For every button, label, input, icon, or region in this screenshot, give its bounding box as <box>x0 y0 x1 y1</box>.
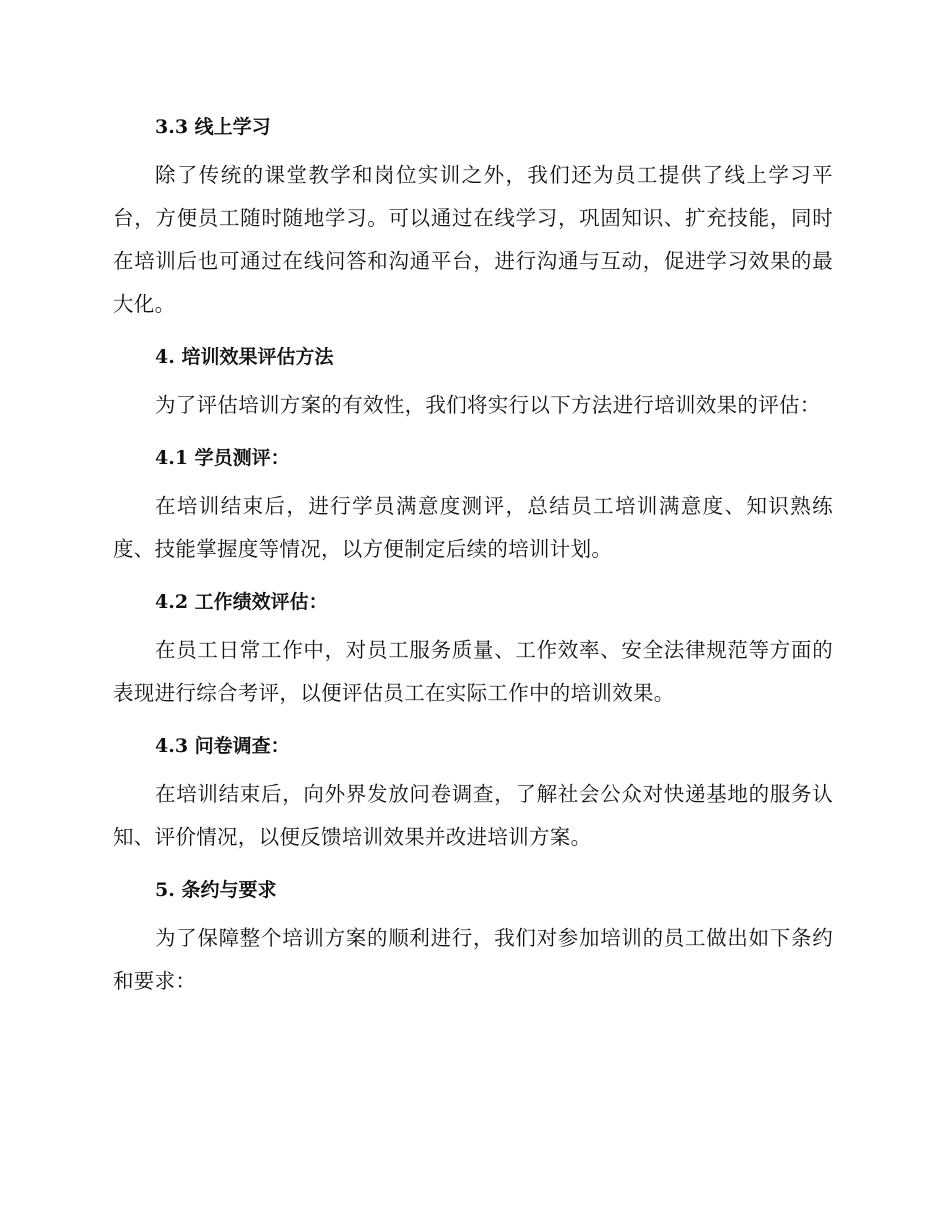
section-paragraph-4: 为了评估培训方案的有效性，我们将实行以下方法进行培训效果的评估： <box>155 393 821 417</box>
section-paragraph-4-3: 在培训结束后，向外界发放问卷调查，了解社会公众对快递基地的服务认知、评价情况，以便反馈培训效果并改进培训方案。 <box>113 782 833 849</box>
section-paragraph-3-3: 除了传统的课堂教学和岗位实训之外，我们还为员工提供了线上学习平台，方便员工随时随地学习。可以通过在线学习，巩固知识、扩充技能，同时在培训后也可通过在线问答和沟通平台，进行沟通与互动，促进学习效果的最大化。 <box>113 163 833 316</box>
section-heading-4-2: 4.2 工作绩效评估： <box>155 591 328 613</box>
section-heading-4: 4. 培训效果评估方法 <box>155 346 334 368</box>
section-paragraph-5: 为了保障整个培训方案的顺利进行，我们对参加培训的员工做出如下条约和要求： <box>113 926 833 993</box>
section-heading-4-1: 4.1 学员测评： <box>155 447 290 469</box>
section-heading-5: 5. 条约与要求 <box>155 879 277 901</box>
section-heading-3-3: 3.3 线上学习 <box>155 116 271 138</box>
section-paragraph-4-1: 在培训结束后，进行学员满意度测评，总结员工培训满意度、知识熟练度、技能掌握度等情况，以方便制定后续的培训计划。 <box>113 494 833 561</box>
section-paragraph-4-2: 在员工日常工作中，对员工服务质量、工作效率、安全法律规范等方面的表现进行综合考评，以便评估员工在实际工作中的培训效果。 <box>113 638 833 705</box>
section-heading-4-3: 4.3 问卷调查： <box>155 735 290 757</box>
document-body <box>113 110 833 1003</box>
